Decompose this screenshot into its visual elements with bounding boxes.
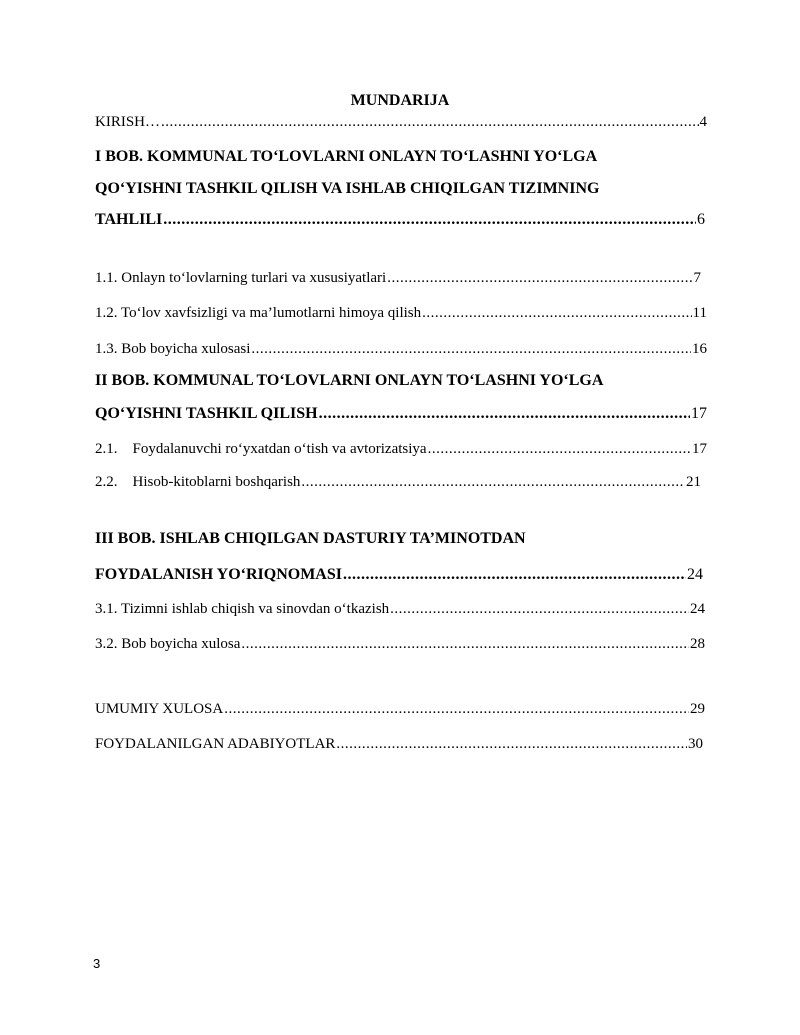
toc-page-number: 6 xyxy=(697,211,705,228)
toc-label: FOYDALANISH YO‘RIQNOMASI xyxy=(95,566,342,583)
toc-dot-leader xyxy=(224,699,689,719)
toc-label: 2.1. Foydalanuvchi ro‘yxatdan o‘tish va avtorizatsiya xyxy=(95,441,427,457)
toc-label: KIRISH… xyxy=(95,114,161,130)
page-title: MUNDARIJA xyxy=(350,92,450,109)
toc-label: 1.1. Onlayn to‘lovlarning turlari va xususiyatlari xyxy=(95,270,387,286)
toc-entry-1-1[interactable] xyxy=(95,268,701,288)
toc-page-number: 21 xyxy=(686,474,701,490)
toc-label: UMUMIY XULOSA xyxy=(95,701,224,717)
toc-dot-leader xyxy=(387,268,692,288)
toc-label: 1.2. To‘lov xavfsizligi va ma’lumotlarni himoya qilish xyxy=(95,305,422,321)
toc-label: 1.3. Bob boyicha xulosasi xyxy=(95,341,251,357)
toc-chapter-3-line-1[interactable]: III BOB. ISHLAB CHIQILGAN DASTURIY TA’MINOTDAN xyxy=(95,530,526,547)
toc-dot-leader xyxy=(390,599,689,619)
toc-dot-leader xyxy=(161,112,698,132)
toc-page-number: 7 xyxy=(693,270,701,286)
toc-page-number: 28 xyxy=(690,636,705,652)
toc-chapter-1-line-1[interactable]: I BOB. KOMMUNAL TO‘LOVLARNI ONLAYN TO‘LASHNI YO‘LGA xyxy=(95,148,598,165)
toc-entry-3-1[interactable] xyxy=(95,599,705,619)
toc-page-number: 30 xyxy=(688,736,703,752)
toc-label: 3.2. Bob boyicha xulosa xyxy=(95,636,241,652)
toc-entry-1-3[interactable] xyxy=(95,339,707,359)
toc-entry-2-2[interactable] xyxy=(95,472,701,492)
toc-entry-conclusion[interactable] xyxy=(95,699,705,719)
toc-label: 3.1. Tizimni ishlab chiqish va sinovdan o‘tkazish xyxy=(95,601,390,617)
toc-page-number: 11 xyxy=(692,305,707,321)
toc-dot-leader xyxy=(251,339,691,359)
toc-page-number: 24 xyxy=(687,566,703,583)
toc-chapter-2-line-1[interactable]: II BOB. KOMMUNAL TO‘LOVLARNI ONLAYN TO‘LASHNI YO‘LGA xyxy=(95,372,604,389)
toc-page-number: 17 xyxy=(692,441,707,457)
toc-dot-leader xyxy=(422,303,691,323)
toc-dot-leader xyxy=(301,472,685,492)
toc-dot-leader xyxy=(336,734,687,754)
toc-entry-chapter-2[interactable] xyxy=(95,404,707,424)
toc-entry-2-1[interactable] xyxy=(95,439,707,459)
toc-dot-leader xyxy=(343,565,686,585)
toc-chapter-1-line-2[interactable]: QO‘YISHNI TASHKIL QILISH VA ISHLAB CHIQILGAN TIZIMNING xyxy=(95,180,600,197)
toc-entry-chapter-3[interactable] xyxy=(95,565,703,585)
toc-label: TAHLILI xyxy=(95,211,163,228)
toc-page-number: 4 xyxy=(699,114,707,130)
toc-page-number: 16 xyxy=(692,341,707,357)
toc-label: QO‘YISHNI TASHKIL QILISH xyxy=(95,405,318,422)
toc-dot-leader xyxy=(428,439,691,459)
toc-page-number: 17 xyxy=(691,405,707,422)
toc-page-number: 29 xyxy=(690,701,705,717)
toc-label: 2.2. Hisob-kitoblarni boshqarish xyxy=(95,474,301,490)
toc-page-number: 24 xyxy=(690,601,705,617)
toc-dot-leader xyxy=(163,210,696,230)
page-number: 3 xyxy=(93,956,101,971)
toc-entry-intro[interactable] xyxy=(95,112,707,132)
toc-label: FOYDALANILGAN ADABIYOTLAR xyxy=(95,736,336,752)
toc-entry-1-2[interactable] xyxy=(95,303,707,323)
toc-dot-leader xyxy=(319,404,690,424)
toc-entry-chapter-1[interactable] xyxy=(95,210,705,230)
toc-entry-references[interactable] xyxy=(95,734,703,754)
toc-entry-3-2[interactable] xyxy=(95,634,705,654)
toc-dot-leader xyxy=(241,634,689,654)
